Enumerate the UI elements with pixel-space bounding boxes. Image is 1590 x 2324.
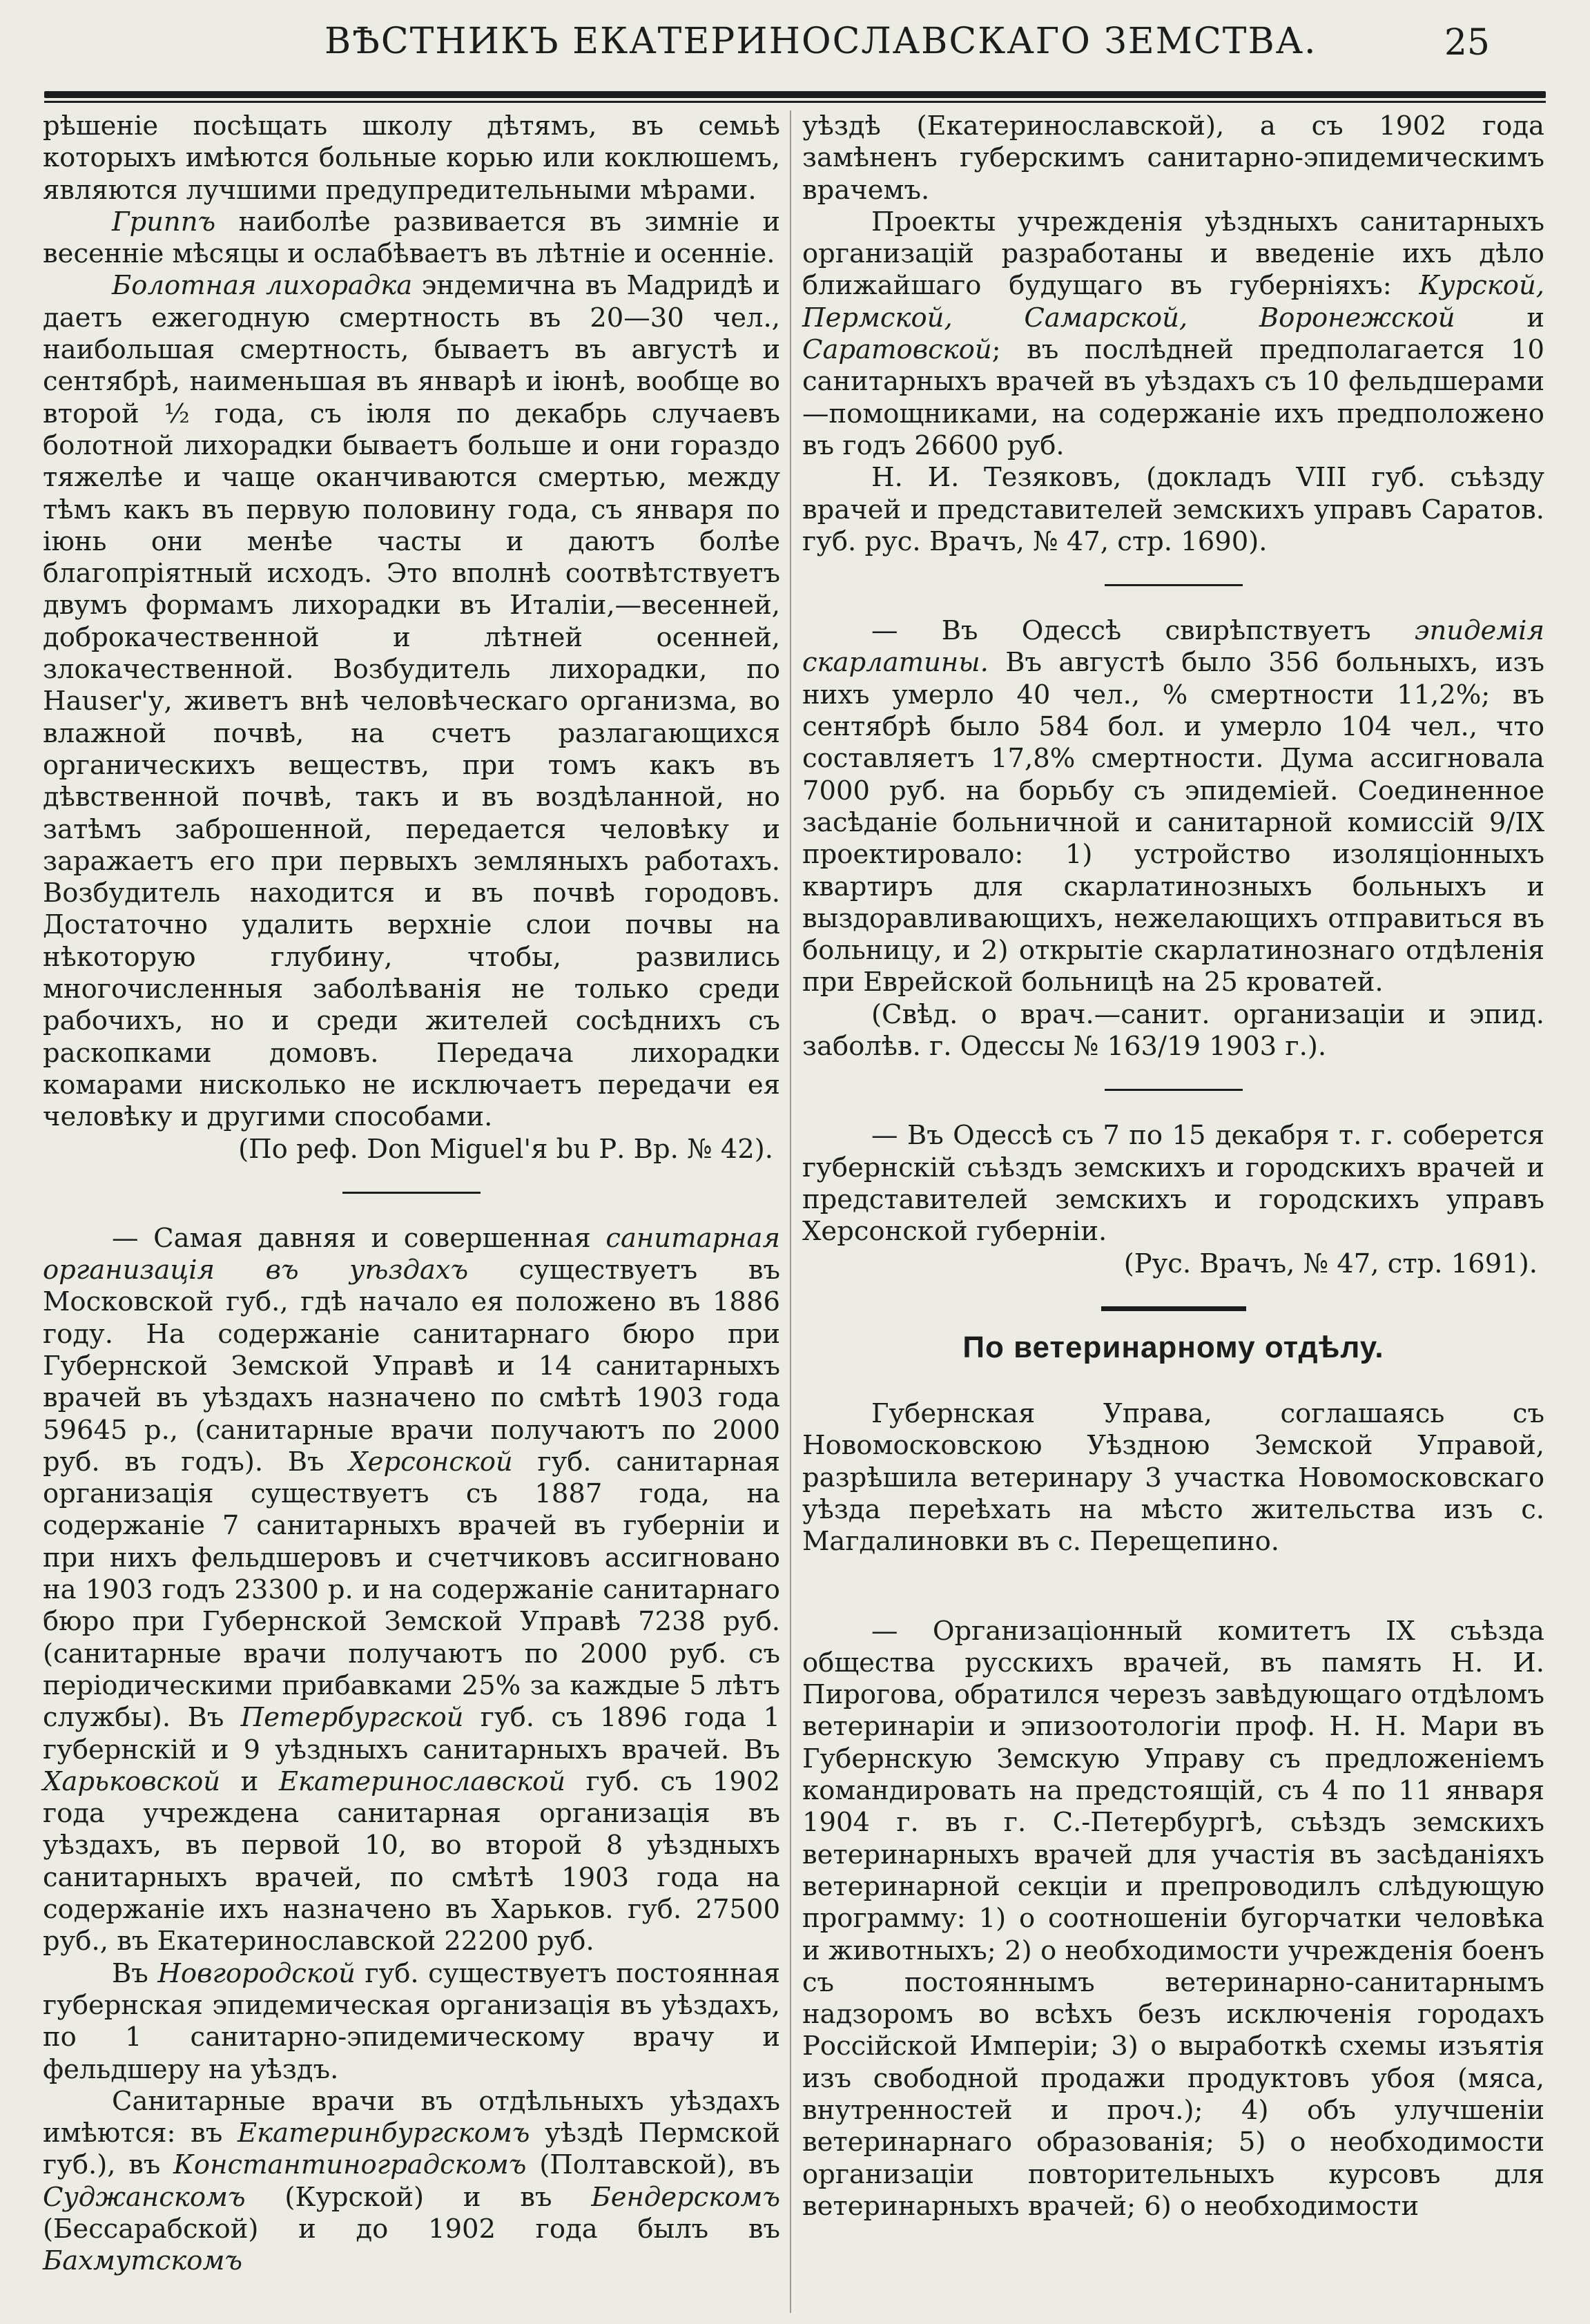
- separator: [1105, 584, 1243, 586]
- section-title: По ветеринарному отдѣлу.: [962, 1330, 1384, 1364]
- paragraph-scarlatina: — Въ Одессѣ свирѣпствуетъ эпидемія скарлатины. Въ августѣ было 356 больныхъ, изъ нихъ умерло 40 чел., % смертности 11,2%; въ сентябрѣ было 584 бол. и умерло 104 чел., что составляетъ 17,8% смертности. Дума ассигновала 7000 руб. на борьбу съ эпидеміей. Соединенное засѣданіе больничной и санитарной комиссій 9/IX проектировало: 1) устройство изоляціонныхъ квартиръ для скарлатинозныхъ больныхъ и выздоравливающихъ, нежелающихъ отправиться въ больницу, и 2) открытіе скарлатинознаго отдѣленія при Еврейской больницѣ на 25 кроватей.: [802, 615, 1544, 998]
- paragraph-projects: Проекты учрежденія уѣздныхъ санитарныхъ организацій разработаны и введеніе ихъ дѣло ближайшаго будущаго въ губерніяхъ: Курской, Пермской, Самарской, Воронежской и Саратовской; въ послѣдней предполагается 10 санитарныхъ врачей въ уѣздахъ съ 10 фельдшерами—помощниками, на содержаніе ихъ предположено въ годъ 26600 руб.: [802, 206, 1544, 461]
- separator: [342, 1192, 481, 1194]
- left-column: [43, 110, 780, 2278]
- right-column: [802, 110, 1544, 2223]
- separator: [1105, 1585, 1243, 1587]
- paragraph-veterinary: Губернская Управа, соглашаясь съ Новомосковскою Уѣздною Земской Управой, разрѣшила ветеринару 3 участка Новомосковскаго уѣзда переѣхать на мѣсто жительства изъ с. Магдалиновки въ с. Перещепино.: [802, 1398, 1544, 1558]
- paragraph: уѣздѣ (Екатеринославской), а съ 1902 года замѣненъ губерскимъ санитарно-эпидемическимъ врачемъ.: [802, 110, 1544, 206]
- paragraph-congress: — Въ Одессѣ съ 7 по 15 декабря т. г. соберется губернскій съѣздъ земскихъ и городскихъ врачей и представителей земскихъ и городскихъ управъ Херсонской губерніи.: [802, 1120, 1544, 1248]
- reference: (Свѣд. о врач.—санит. организаціи и эпид. заболѣв. г. Одессы № 163/19 1903 г.).: [802, 998, 1544, 1063]
- separator: [1105, 1089, 1243, 1091]
- paragraph: рѣшеніе посѣщать школу дѣтямъ, въ семьѣ которыхъ имѣются больные корью или коклюшемъ, являются лучшими предупредительными мѣрами.: [43, 110, 780, 206]
- reference: (По реф. Don Miguel'я bu Р. Вр. № 42).: [238, 1133, 773, 1165]
- paragraph-novgorod: Въ Новгородской губ. существуетъ постоянная губернская эпидемическая организація въ уѣздахъ, по 1 санитарно-эпидемическому врачу и фельдшеру на уѣздъ.: [43, 1957, 781, 2085]
- emphasis: Гриппъ: [112, 206, 216, 238]
- paragraph-sanitary-doctors: Санитарные врачи въ отдѣльныхъ уѣздахъ имѣются: въ Екатеринбургскомъ уѣздѣ Пермской губ.), въ Константиноградскомъ (Полтавской), въ Суджанскомъ (Курской) и въ Бендерскомъ (Бессарабской) и до 1902 года былъ въ Бахмутскомъ: [43, 2085, 780, 2277]
- column-divider: [790, 110, 791, 2313]
- emphasis: Болотная лихорадка: [112, 270, 413, 302]
- paragraph-malaria: Болотная лихорадка эндемична въ Мадридѣ и даетъ ежегодную смертность въ 20—30 чел., наибольшая смертность, бываетъ въ августѣ и сентябрѣ, наименьшая въ январѣ и іюнѣ, вообще во второй ½ года, съ іюля по декабрь случаевъ болотной лихорадки бываетъ больше и они гораздо тяжелѣе и чаще оканчиваются смертью, между тѣмъ какъ въ первую половину года, съ января по іюнь они менѣе часты и даютъ болѣе благопріятный исходъ. Это вполнѣ соотвѣтствуетъ двумъ формамъ лихорадки въ Италіи,—весенней, доброкачественной и лѣтней осенней, злокачественной. Возбудитель лихорадки, по Hauser'у, живетъ внѣ человѣческаго организма, во влажной почвѣ, на счетъ разлагающихся органическихъ веществъ, при томъ какъ въ дѣвственной почвѣ, такъ и въ воздѣланной, но затѣмъ заброшенной, передается человѣку и заражаетъ его при первыхъ земляныхъ работахъ. Возбудитель находится и въ почвѣ городовъ. Достаточно удалить верхніе слои почвы на нѣкоторую глубину, чтобы, развились многочисленныя заболѣванія не только среди рабочихъ, но и среди жителей сосѣднихъ съ раскопками домовъ. Передача лихорадки комарами нисколько не исключаетъ передачи ея человѣку и другими способами.: [43, 270, 781, 1133]
- paragraph-sanitary-organization: — Самая давняя и совершенная санитарная организація въ уѣздахъ существуетъ въ Московской губ., гдѣ начало ея положено въ 1886 году. На содержаніе санитарнаго бюро при Губернской Земской Управѣ и 14 санитарныхъ врачей въ уѣздахъ назначено по смѣтѣ 1903 года 59645 р., (санитарные врачи получаютъ по 2000 руб. въ годъ). Въ Херсонской губ. санитарная организація существуетъ съ 1887 года, на содержаніе 7 санитарныхъ врачей въ губерніи и при нихъ фельдшеровъ и счетчиковъ ассигновано на 1903 годъ 23300 р. и на содержаніе санитарнаго бюро при Губернской Земской Управѣ 7238 руб. (санитарные врачи получаютъ по 2000 руб. съ періодическими прибавками 25% за каждые 5 лѣтъ службы). Въ Петербургской губ. съ 1896 года 1 губернскій и 9 уѣздныхъ санитарныхъ врачей. Въ Харьковской и Екатеринославской губ. съ 1902 года учреждена санитарная организація въ уѣздахъ, въ первой 10, во второй 8 уѣздныхъ санитарныхъ врачей, по смѣтѣ 1903 года на содержаніе ихъ назначено въ Харьков. губ. 27500 руб., въ Екатеринославской 22200 руб.: [43, 1222, 780, 1957]
- header-rule: [44, 91, 1546, 98]
- separator-thick: [1101, 1306, 1246, 1311]
- paragraph-grippe: Гриппъ наиболѣе развивается въ зимніе и весенніе мѣсяцы и ослабѣваетъ въ лѣтніе и осенніе.: [43, 206, 780, 270]
- journal-title: ВѢСТНИКЪ ЕКАТЕРИНОСЛАВСКАГО ЗЕМСТВА.: [324, 21, 1317, 62]
- header-rule-thin: [44, 101, 1546, 103]
- paragraph-organizing-committee: — Организаціонный комитетъ IX съѣзда общества русскихъ врачей, въ память Н. И. Пирогова, обратился черезъ завѣдующаго отдѣломъ ветеринаріи и эпизоотологіи проф. Н. Н. Мари въ Губернскую Земскую Управу съ предложеніемъ командировать на предстоящій, съ 4 по 11 января 1904 г. въ г. С.-Петербургѣ, съѣздъ земскихъ ветеринарныхъ врачей для участія въ засѣданіяхъ ветеринарной секціи и препроводилъ слѣдующую программу: 1) о соотношеніи бугорчатки человѣка и животныхъ; 2) о необходимости учрежденія боенъ съ постояннымъ ветеринарно-санитарнымъ надзоромъ во всѣхъ безъ исключенія городахъ Россійской Имперіи; 3) о выработкѣ схемы изъятія изъ свободной продажи продуктовъ убоя (мяса, внутренностей и проч.); 4) объ улучшеніи ветеринарнаго образованія; 5) о необходимости организаціи повторительныхъ курсовъ для ветеринарныхъ врачей; 6) о необходимости: [802, 1615, 1544, 2222]
- page-number: 25: [1444, 22, 1490, 64]
- page-header: [0, 0, 1590, 83]
- reference: (Рус. Врачъ, № 47, стр. 1691).: [1123, 1248, 1538, 1279]
- reference: Н. И. Тезяковъ, (докладъ VIII губ. съѣзду врачей и представителей земскихъ управъ Саратов. губ. рус. Врачъ, № 47, стр. 1690).: [802, 462, 1544, 557]
